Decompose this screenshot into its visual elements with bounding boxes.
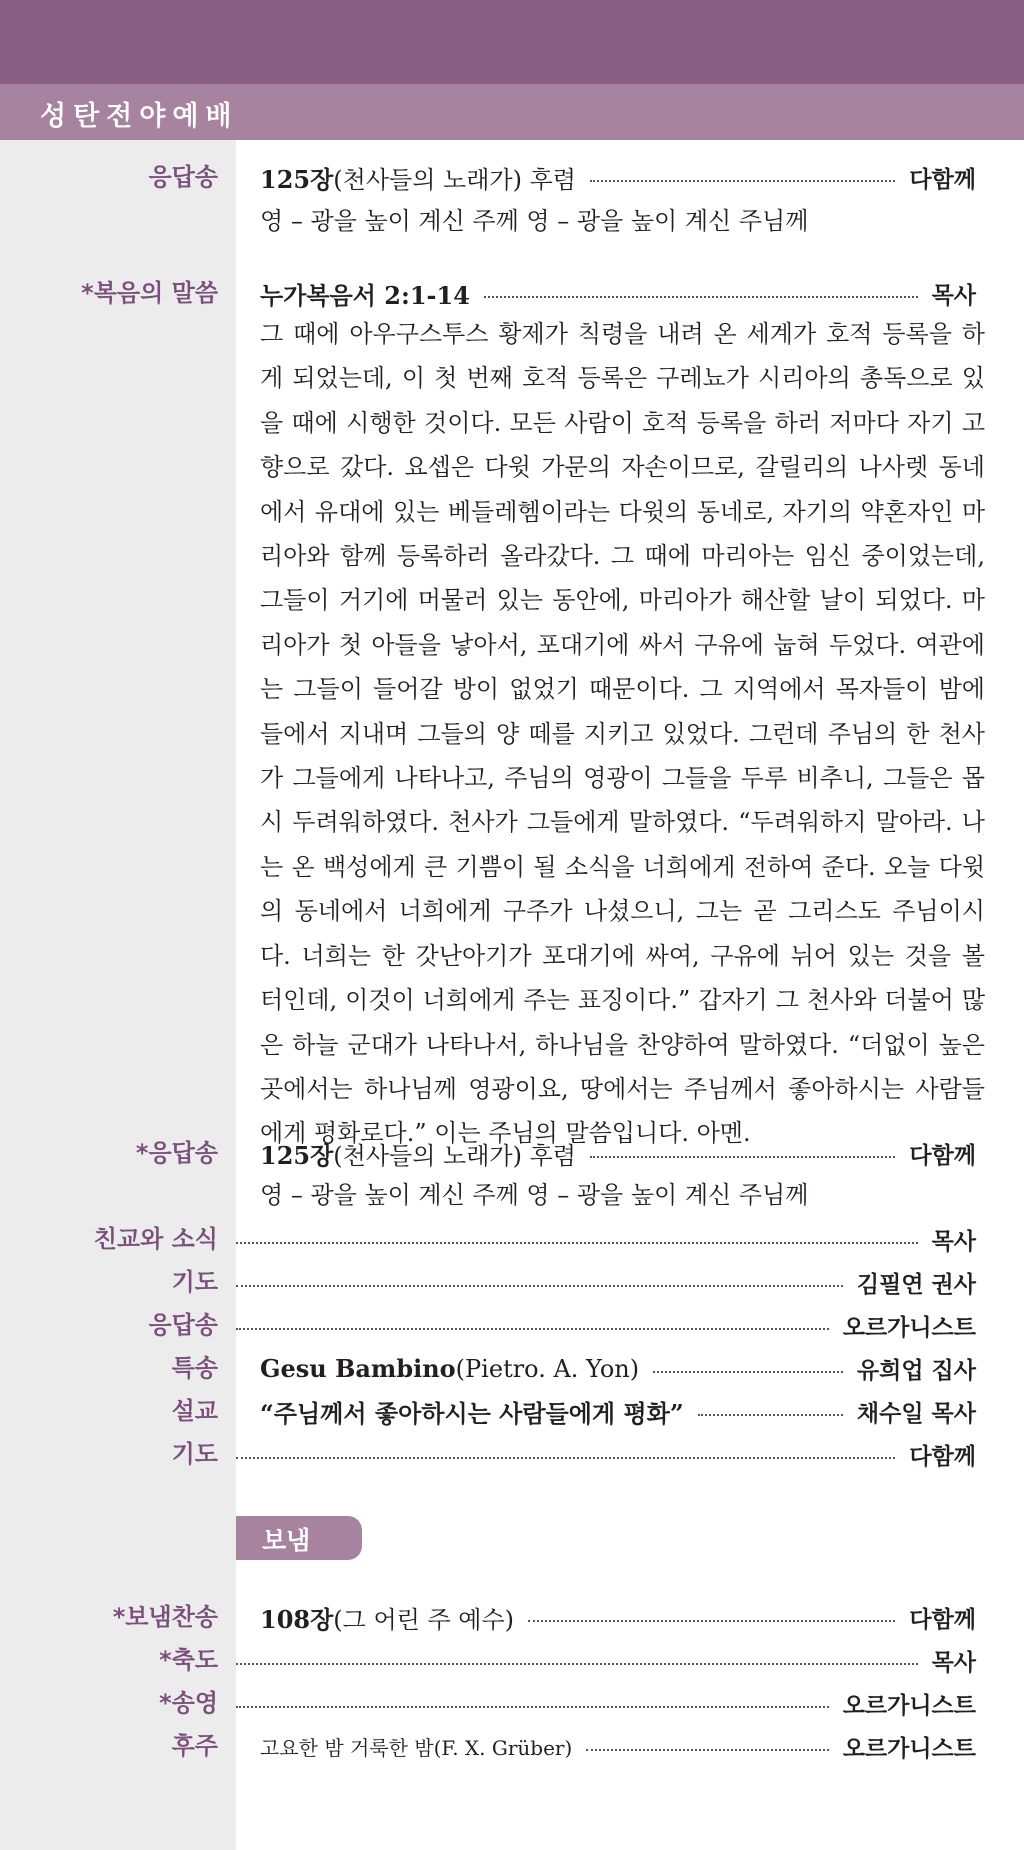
item-person: 채수일 목사: [856, 1400, 976, 1427]
item-person: 목사: [931, 1228, 976, 1255]
item-person: 오르가니스트: [842, 1314, 976, 1341]
item-label: 설교: [171, 1397, 218, 1425]
leader-dots: [590, 180, 895, 182]
item-text: 누가복음서 2:1-14: [260, 280, 470, 310]
order-item-prayer-2: [0, 1435, 1024, 1473]
item-label: 후주: [171, 1732, 218, 1760]
order-item-response-1: [0, 158, 1024, 196]
order-item-gospel: [0, 274, 1024, 312]
item-label: 특송: [171, 1354, 218, 1382]
order-item-benediction: [0, 1641, 1024, 1679]
item-label: *복음의 말씀: [81, 279, 218, 307]
item-label: 기도: [171, 1440, 218, 1468]
item-text: “주님께서 좋아하시는 사람들에게 평화”: [260, 1398, 684, 1428]
section-tab-sending: [236, 1516, 362, 1560]
leader-dots: [236, 1242, 918, 1244]
order-item-sending-hymn: [0, 1598, 1024, 1636]
item-label: 기도: [171, 1268, 218, 1296]
item-person: 유희업 집사: [856, 1357, 976, 1384]
leader-dots: [236, 1457, 895, 1459]
item-label: 친교와 소식: [93, 1225, 218, 1253]
order-item-response-1-lyrics: [0, 202, 1024, 240]
item-person: 다함께: [909, 1443, 976, 1470]
leader-dots: [698, 1414, 843, 1416]
order-item-response-2-lyrics: [0, 1176, 1024, 1214]
leader-dots: [590, 1156, 895, 1158]
leader-dots: [586, 1749, 828, 1751]
lyrics-line: 영 – 광을 높이 계신 주께 영 – 광을 높이 계신 주님께: [260, 207, 809, 235]
header-band: [0, 0, 1024, 84]
order-item-fellowship: [0, 1220, 1024, 1258]
item-label: *보냄찬송: [112, 1603, 218, 1631]
item-label: *응답송: [135, 1139, 218, 1167]
item-label: 응답송: [148, 163, 218, 191]
order-item-special-song: [0, 1349, 1024, 1387]
item-text: 125장(천사들의 노래가) 후렴: [260, 164, 576, 194]
order-item-response-3: [0, 1306, 1024, 1344]
leader-dots: [653, 1371, 843, 1373]
item-person: 목사: [931, 1649, 976, 1676]
item-person: 오르가니스트: [842, 1692, 976, 1719]
section-title: 보냄: [262, 1526, 311, 1555]
item-person: 다함께: [909, 1606, 976, 1633]
item-text: Gesu Bambino(Pietro. A. Yon): [260, 1353, 640, 1383]
item-text: 125장(천사들의 노래가) 후렴: [260, 1140, 576, 1170]
item-label: *축도: [159, 1646, 218, 1674]
order-item-doxology: [0, 1684, 1024, 1722]
item-person: 김필연 권사: [856, 1271, 976, 1298]
leader-dots: [528, 1620, 895, 1622]
item-person: 오르가니스트: [842, 1735, 976, 1762]
title-band: [0, 84, 1024, 140]
order-item-postlude: [0, 1727, 1024, 1765]
page-title: 성탄전야예배: [40, 101, 239, 132]
leader-dots: [236, 1328, 829, 1330]
item-text: 108장(그 어린 주 예수): [260, 1604, 515, 1634]
item-person: 목사: [931, 282, 976, 309]
item-person: 다함께: [909, 1142, 976, 1169]
order-item-sermon: [0, 1392, 1024, 1430]
item-text: 고요한 밤 거룩한 밤(F. X. Grüber): [260, 1735, 573, 1760]
order-item-response-2: [0, 1134, 1024, 1172]
item-label: *송영: [159, 1689, 218, 1717]
order-item-prayer-1: [0, 1263, 1024, 1301]
leader-dots: [484, 296, 918, 298]
lyrics-line: 영 – 광을 높이 계신 주께 영 – 광을 높이 계신 주님께: [260, 1181, 809, 1209]
item-person: 다함께: [909, 166, 976, 193]
label-column: [0, 140, 236, 1850]
leader-dots: [236, 1706, 829, 1708]
leader-dots: [236, 1285, 843, 1287]
item-label: 응답송: [148, 1311, 218, 1339]
scripture-text: 그 때에 아우구스투스 황제가 칙령을 내려 온 세계가 호적 등록을 하게 되었는데, 이 첫 번째 호적 등록은 구레뇨가 시리아의 총독으로 있을 때에 시행한 것이다. 모든 사람이 호적 등록을 하러 저마다 자기 고향으로 갔다. 요셉은 다윗 가문의 자손이므로, 갈릴리의 나사렛 동네에서 유대에 있는 베들레헴이라는 다윗의 동네로, 자기의 약혼자인 마리아와 함께 등록하러 올라갔다. 그 때에 마리아는 임신 중이었는데, 그들이 거기에 머물러 있는 동안에, 마리아가 해산할 날이 되었다. 마리아가 첫 아들을 낳아서, 포대기에 싸서 구유에 눕혀 두었다. 여관에는 그들이 들어갈 방이 없었기 때문이다. 그 지역에서 목자들이 밤에 들에서 지내며 그들의 양 떼를 지키고 있었다. 그런데 주님의 한 천사가 그들에게 나타나고, 주님의 영광이 그들을 두루 비추니, 그들은 몹시 두려워하였다. 천사가 그들에게 말하였다. “두려워하지 말아라. 나는 온 백성에게 큰 기쁨이 될 소식을 너희에게 전하여 준다. 오늘 다윗의 동네에서 너희에게 구주가 나셨으니, 그는 곧 그리스도 주님이시다. 너희는 한 갓난아기가 포대기에 싸여, 구유에 뉘어 있는 것을 볼 터인데, 이것이 너희에게 주는 표징이다.” 갑자기 그 천사와 더불어 많은 하늘 군대가 나타나서, 하나님을 찬양하여 말하였다. “더없이 높은 곳에서는 하나님께 영광이요, 땅에서는 주님께서 좋아하시는 사람들에게 평화로다.” 이는 주님의 말씀입니다. 아멘.: [260, 320, 985, 1148]
leader-dots: [236, 1663, 918, 1665]
